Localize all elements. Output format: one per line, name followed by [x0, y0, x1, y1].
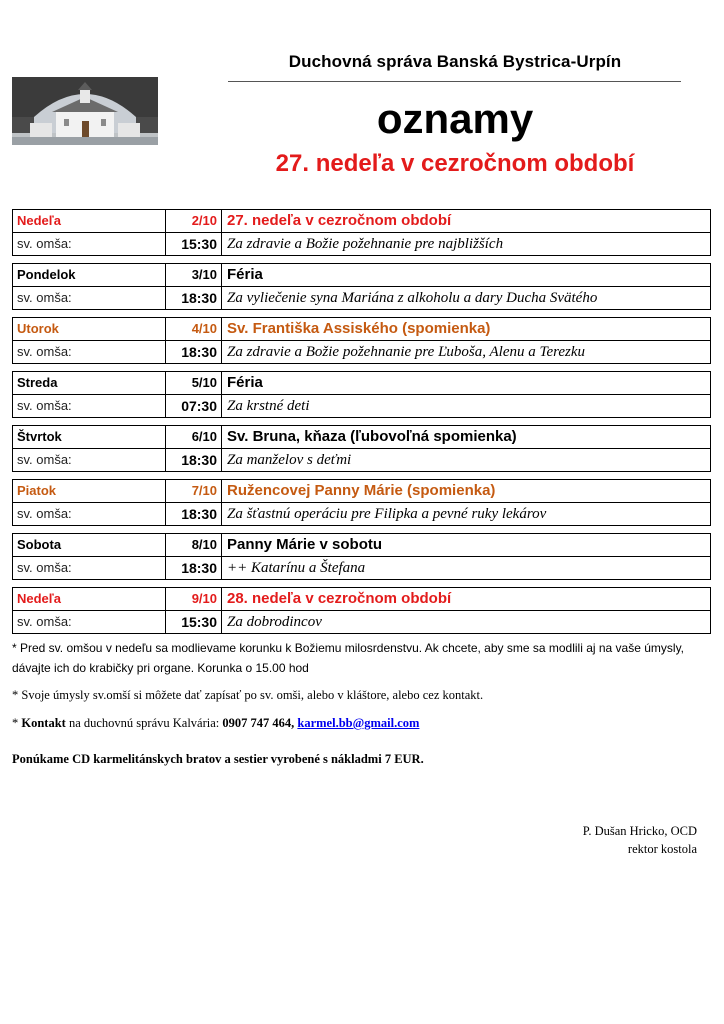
day-name: Streda [17, 375, 58, 390]
rosary-note: * Pred sv. omšou v nedeľu sa modlievame korunku k Božiemu milosrdenstvu. Ak chcete, aby sme sa modlili aj na vaše úmysly, dávajte ich do krabičky pri organe. Korunka o 15.00 hod [12, 641, 685, 675]
contact-note [12, 716, 419, 731]
day-name: Utorok [17, 321, 59, 336]
day-feast: Ružencovej Panny Márie (spomienka) [227, 482, 496, 499]
mass-time: 07:30 [165, 395, 222, 417]
mass-intention: Za manželov s deťmi [227, 452, 352, 468]
header-divider [228, 81, 681, 82]
day-block [12, 533, 711, 580]
cd-offer-note: Ponúkame CD karmelitánskych bratov a sestier vyrobené s nákladmi 7 EUR. [12, 752, 424, 766]
day-feast: Sv. Františka Assiského (spomienka) [227, 320, 491, 337]
church-photo [12, 77, 158, 145]
day-name: Nedeľa [17, 591, 62, 606]
mass-label: sv. omša: [17, 236, 72, 251]
mass-intention: Za zdravie a Božie požehnanie pre Ľuboša, Alenu a Terezku [227, 344, 586, 360]
parish-name: Duchovná správa Banská Bystrica-Urpín [288, 52, 622, 71]
day-date: 7/10 [165, 480, 222, 502]
contact-email-link[interactable]: karmel.bb@gmail.com [297, 716, 420, 730]
day-feast: Féria [227, 266, 263, 283]
mass-time: 18:30 [165, 449, 222, 471]
day-block [12, 371, 711, 418]
mass-label: sv. omša: [17, 398, 72, 413]
page-title: oznamy [376, 95, 534, 142]
day-date: 2/10 [165, 210, 222, 232]
mass-label: sv. omša: [17, 506, 72, 521]
mass-time: 18:30 [165, 557, 222, 579]
mass-intention: Za dobrodincov [227, 614, 322, 630]
mass-label: sv. omša: [17, 344, 72, 359]
page-subtitle: 27. nedeľa v cezročnom období [275, 150, 635, 177]
day-feast: Panny Márie v sobotu [227, 536, 383, 553]
signature [583, 822, 697, 858]
mass-label: sv. omša: [17, 452, 72, 467]
day-date: 8/10 [165, 534, 222, 556]
day-block [12, 425, 711, 472]
mass-intention: Za šťastnú operáciu pre Filipka a pevné ruky lekárov [227, 506, 547, 522]
day-date: 4/10 [165, 318, 222, 340]
mass-time: 18:30 [165, 503, 222, 525]
mass-intention: Za vyliečenie syna Mariána z alkoholu a dary Ducha Svätého [227, 290, 598, 306]
mass-label: sv. omša: [17, 290, 72, 305]
day-date: 3/10 [165, 264, 222, 286]
day-date: 5/10 [165, 372, 222, 394]
day-block [12, 209, 711, 256]
weekly-schedule [12, 209, 711, 634]
mass-intention: ++ Katarínu a Štefana [227, 560, 366, 576]
day-block [12, 479, 711, 526]
mass-time: 15:30 [165, 611, 222, 633]
mass-time: 18:30 [165, 341, 222, 363]
mass-time: 18:30 [165, 287, 222, 309]
mass-intention: Za krstné deti [227, 398, 310, 414]
day-name: Štvrtok [17, 429, 62, 444]
contact-phone: 0907 747 464, [222, 716, 298, 730]
intentions-note: * Svoje úmysly sv.omší si môžete dať zapísať po sv. omši, alebo v kláštore, alebo cez kontakt. [12, 688, 484, 702]
day-name: Nedeľa [17, 213, 62, 228]
signature-name: P. Dušan Hricko, OCD [582, 824, 697, 838]
day-block [12, 317, 711, 364]
contact-text: na duchovnú správu Kalvária: [65, 716, 223, 730]
mass-intention: Za zdravie a Božie požehnanie pre najbližších [227, 236, 504, 252]
day-block [12, 587, 711, 634]
day-feast: 27. nedeľa v cezročnom období [227, 212, 452, 229]
signature-role: rektor kostola [627, 842, 697, 856]
contact-prefix: * [12, 716, 22, 730]
day-name: Pondelok [17, 267, 76, 282]
day-feast: Sv. Bruna, kňaza (ľubovoľná spomienka) [227, 428, 517, 445]
day-name: Sobota [17, 537, 62, 552]
mass-label: sv. omša: [17, 560, 72, 575]
mass-time: 15:30 [165, 233, 222, 255]
day-name: Piatok [17, 483, 57, 498]
contact-label: Kontakt [21, 716, 66, 730]
day-date: 9/10 [165, 588, 222, 610]
mass-label: sv. omša: [17, 614, 72, 629]
day-feast: Féria [227, 374, 263, 391]
day-date: 6/10 [165, 426, 222, 448]
day-feast: 28. nedeľa v cezročnom období [227, 590, 452, 607]
day-block [12, 263, 711, 310]
